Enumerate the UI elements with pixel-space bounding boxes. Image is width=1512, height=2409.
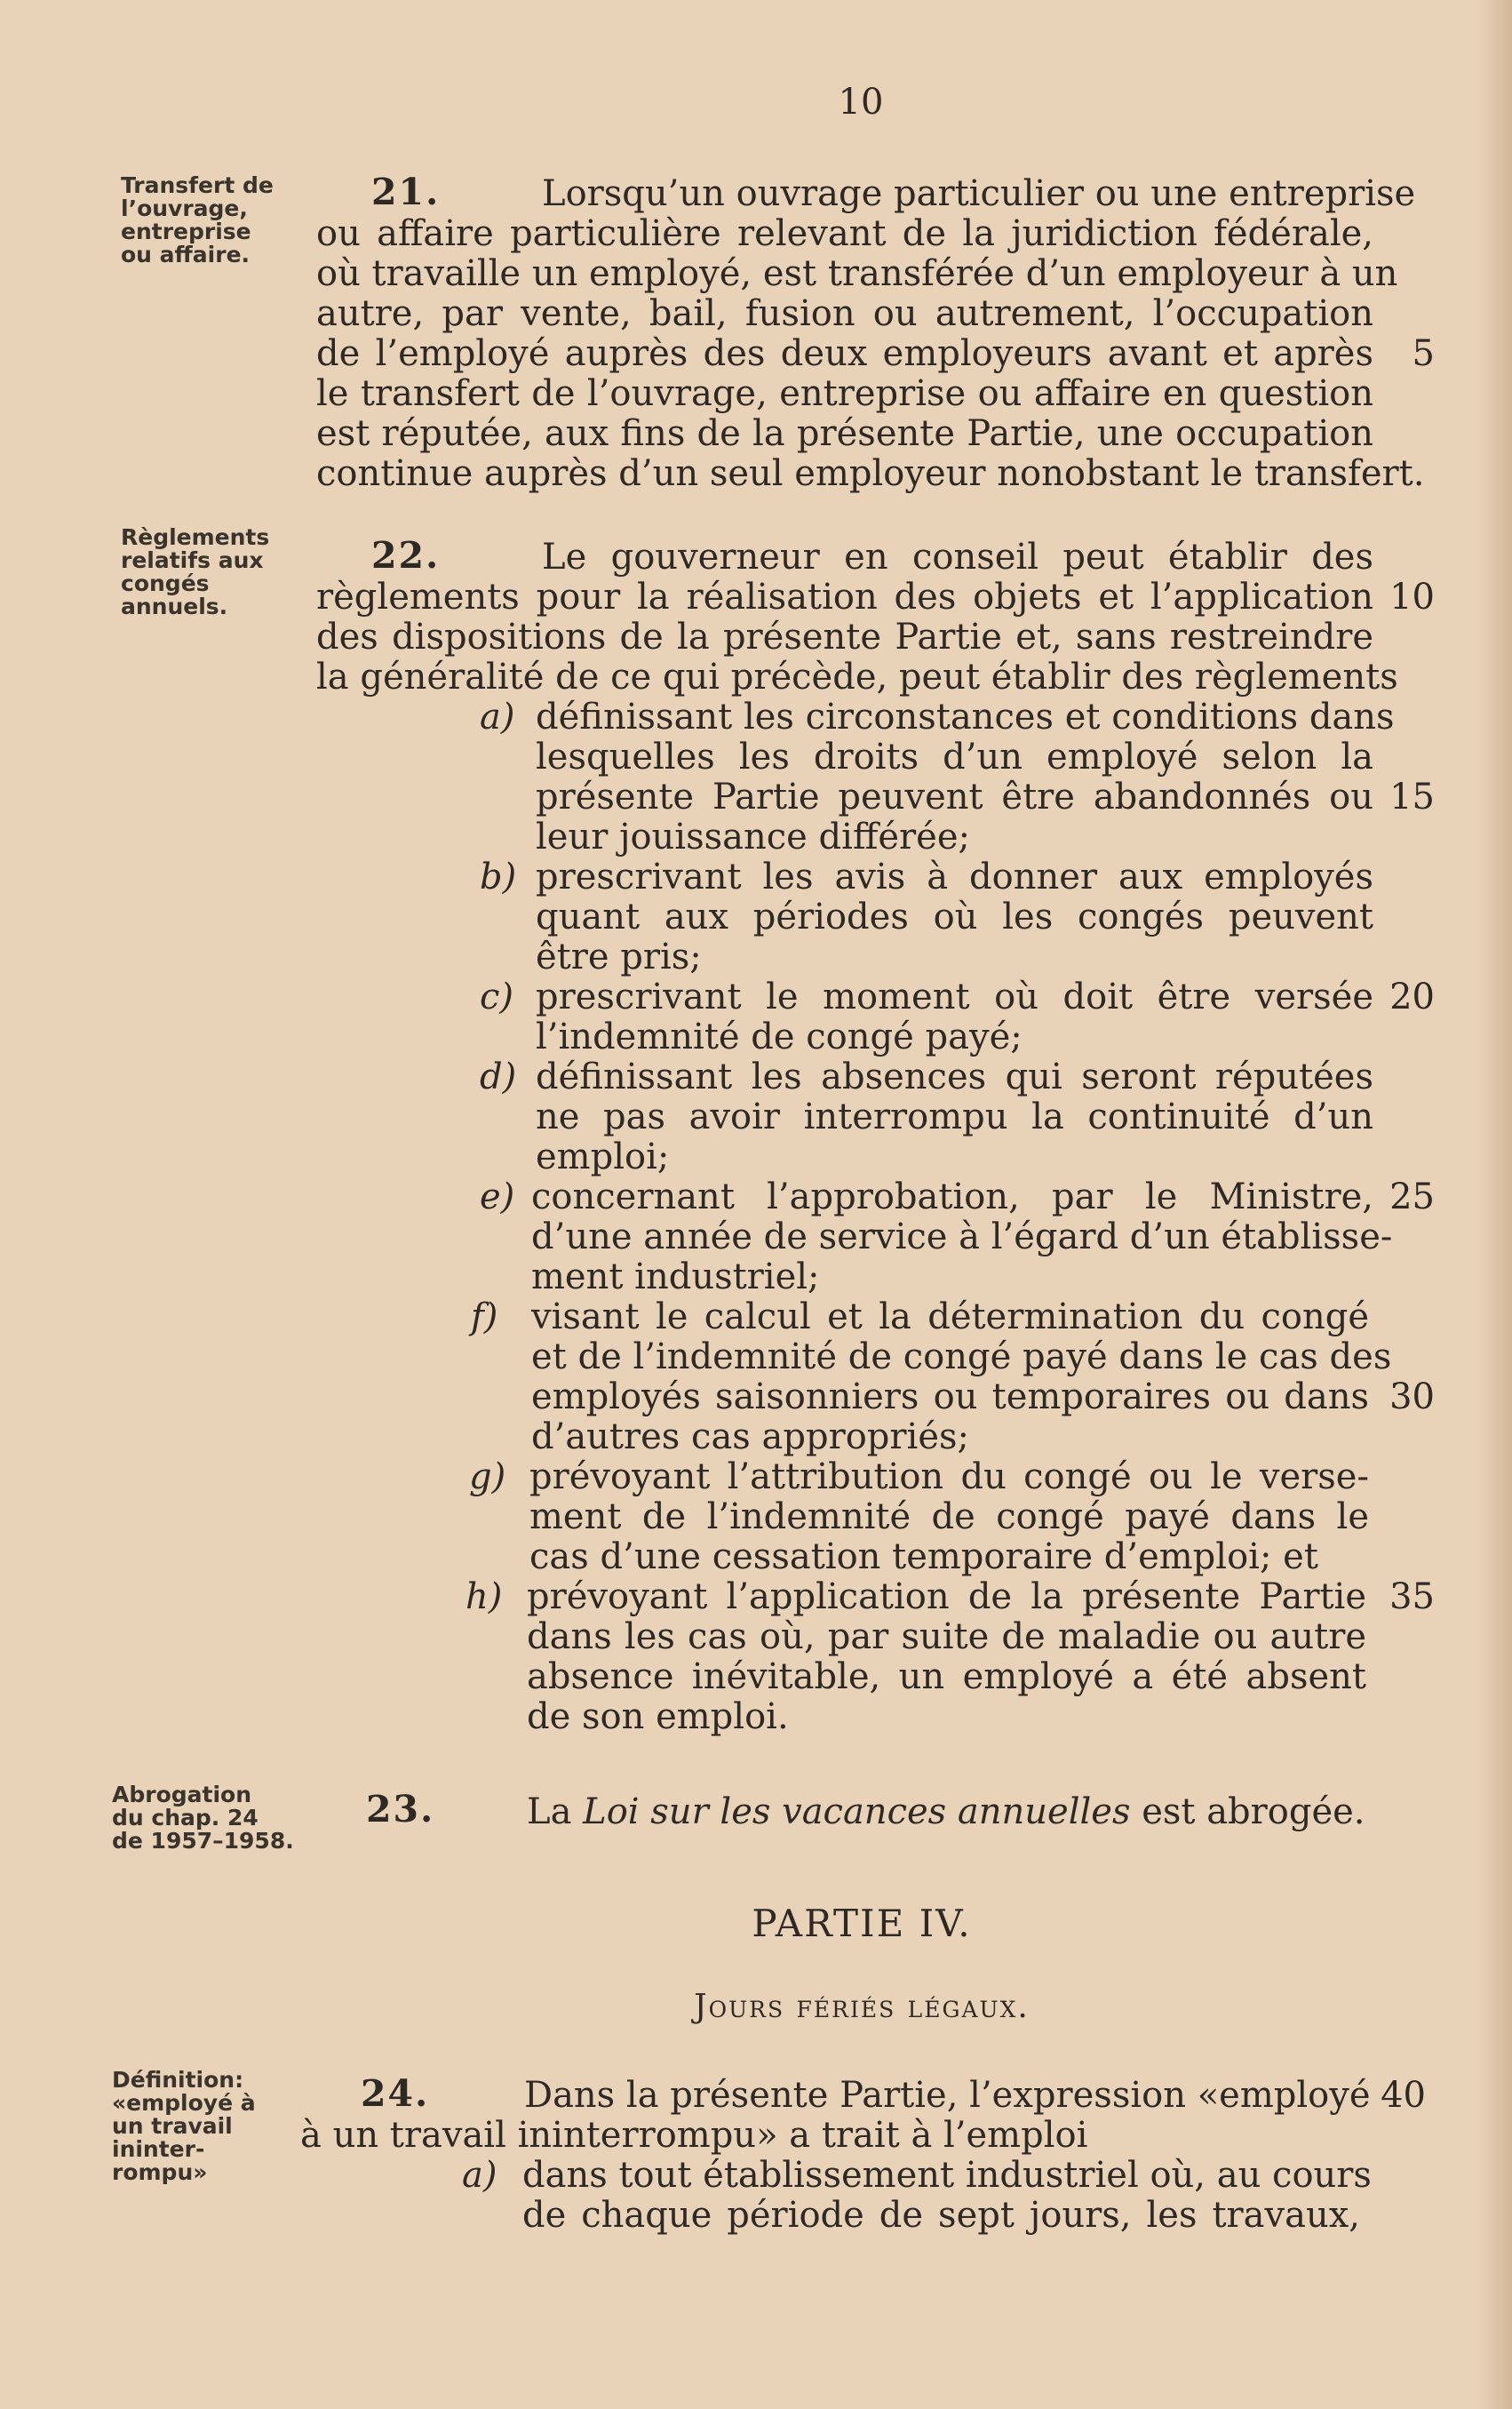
line-number: 40 (1381, 2075, 1426, 2116)
section-21-line: où travaille un employé, est transférée d’un employeur à un (316, 253, 1398, 294)
item-a-line: présente Partie peuvent être abandonnés ou (536, 777, 1373, 818)
page-number: 10 (838, 82, 884, 123)
item-d-line: emploi; (536, 1137, 670, 1177)
section-23-text: La Loi sur les vacances annuelles est abrogée. (527, 1791, 1365, 1832)
section-22-line: Le gouverneur en conseil peut établir des (542, 537, 1373, 578)
section-21-line: le transfert de l’ouvrage, entreprise ou affaire en question (316, 373, 1373, 414)
item-c-line: prescrivant le moment où doit être versée (536, 977, 1373, 1017)
item-g-line: ment de l’indemnité de congé payé dans le (529, 1496, 1369, 1537)
item-b-line: quant aux périodes où les congés peuvent (536, 897, 1373, 937)
margin-note-transfert: Transfert de l’ouvrage, entreprise ou affaire. (121, 172, 274, 267)
item-a-line: leur jouissance différée; (536, 817, 970, 858)
item-h-line: de son emploi. (527, 1696, 789, 1737)
item-d-line: définissant les absences qui seront réputées (536, 1057, 1373, 1097)
section-21-line: Lorsqu’un ouvrage particulier ou une entreprise (542, 173, 1416, 214)
line-number: 30 (1389, 1376, 1435, 1417)
item-c-line: l’indemnité de congé payé; (536, 1017, 1023, 1057)
section-24-line: à un travail ininterrompu» a trait à l’emploi (300, 2115, 1088, 2156)
line-number: 35 (1389, 1576, 1435, 1617)
item-a-line: lesquelles les droits d’un employé selon la (536, 737, 1373, 778)
line-number: 15 (1389, 777, 1435, 818)
item-g-line: cas d’une cessation temporaire d’emploi; et (529, 1536, 1318, 1577)
margin-note-abrogation: Abrogation du chap. 24 de 1957–1958. (112, 1782, 294, 1854)
section-21-line: continue auprès d’un seul employeur nonobstant le transfert. (316, 453, 1425, 494)
section-21-line: de l’employé auprès des deux employeurs avant et après (316, 333, 1373, 374)
item-a-line: définissant les circonstances et conditions dans (536, 697, 1395, 738)
law-title: Loi sur les vacances annuelles (583, 1791, 1131, 1832)
line-number: 25 (1389, 1177, 1435, 1217)
section-21-line: autre, par vente, bail, fusion ou autrement, l’occupation (316, 293, 1373, 334)
item-b-line: prescrivant les avis à donner aux employés (536, 857, 1373, 897)
item-24a-line: de chaque période de sept jours, les travaux, (522, 2195, 1360, 2236)
item-f-line: et de l’indemnité de congé payé dans le cas des (531, 1336, 1392, 1377)
line-number: 5 (1412, 333, 1435, 374)
section-21-number: 21. (371, 171, 441, 213)
section-24-line: Dans la présente Partie, l’expression «employé (524, 2075, 1371, 2116)
section-21-line: est réputée, aux fins de la présente Partie, une occupation (316, 413, 1373, 454)
item-e-label: e) (480, 1177, 515, 1217)
item-h-label: h) (466, 1576, 503, 1617)
item-g-label: g) (469, 1456, 506, 1497)
section-22-line: des dispositions de la présente Partie et, sans restreindre (316, 617, 1373, 658)
part-subtitle: Jours fériés légaux. (694, 1989, 1030, 2025)
item-e-line: d’une année de service à l’égard d’un établisse- (531, 1216, 1393, 1257)
item-e-line: ment industriel; (531, 1256, 820, 1297)
section-22-number: 22. (371, 534, 441, 577)
item-f-line: d’autres cas appropriés; (531, 1416, 969, 1457)
item-a-label: a) (480, 697, 515, 738)
item-f-line: employés saisonniers ou temporaires ou dans (531, 1376, 1369, 1417)
item-24a-line: dans tout établissement industriel où, au cours (522, 2155, 1372, 2196)
item-h-line: absence inévitable, un employé a été absent (527, 1656, 1366, 1697)
margin-note-definition: Définition: «employé à un travail ininter- rompu» (112, 2067, 256, 2185)
item-d-line: ne pas avoir interrompu la continuité d’un (536, 1097, 1373, 1137)
line-number: 20 (1389, 977, 1435, 1017)
item-f-label: f) (471, 1296, 498, 1337)
section-24-number: 24. (361, 2072, 430, 2115)
item-h-line: dans les cas où, par suite de maladie ou autre (527, 1616, 1366, 1657)
line-number: 10 (1389, 577, 1435, 618)
item-24a-label: a) (462, 2155, 497, 2196)
item-d-label: d) (480, 1057, 517, 1097)
margin-note-reglements: Règlements relatifs aux congés annuels. (121, 524, 270, 619)
section-22-line: la généralité de ce qui précède, peut établir des règlements (316, 657, 1398, 698)
section-22-line: règlements pour la réalisation des objets et l’application (316, 577, 1373, 618)
part-title: PARTIE IV. (752, 1902, 972, 1945)
item-b-label: b) (480, 857, 517, 897)
item-h-line: prévoyant l’application de la présente Partie (527, 1576, 1366, 1617)
item-e-line: concernant l’approbation, par le Ministre, (531, 1177, 1373, 1217)
section-21-line: ou affaire particulière relevant de la juridiction fédérale, (316, 213, 1373, 254)
item-b-line: être pris; (536, 937, 702, 977)
item-f-line: visant le calcul et la détermination du congé (531, 1296, 1369, 1337)
section-23-number: 23. (366, 1788, 435, 1831)
page-edge-shadow (1476, 0, 1512, 2409)
item-c-label: c) (480, 977, 514, 1017)
item-g-line: prévoyant l’attribution du congé ou le verse- (529, 1456, 1369, 1497)
